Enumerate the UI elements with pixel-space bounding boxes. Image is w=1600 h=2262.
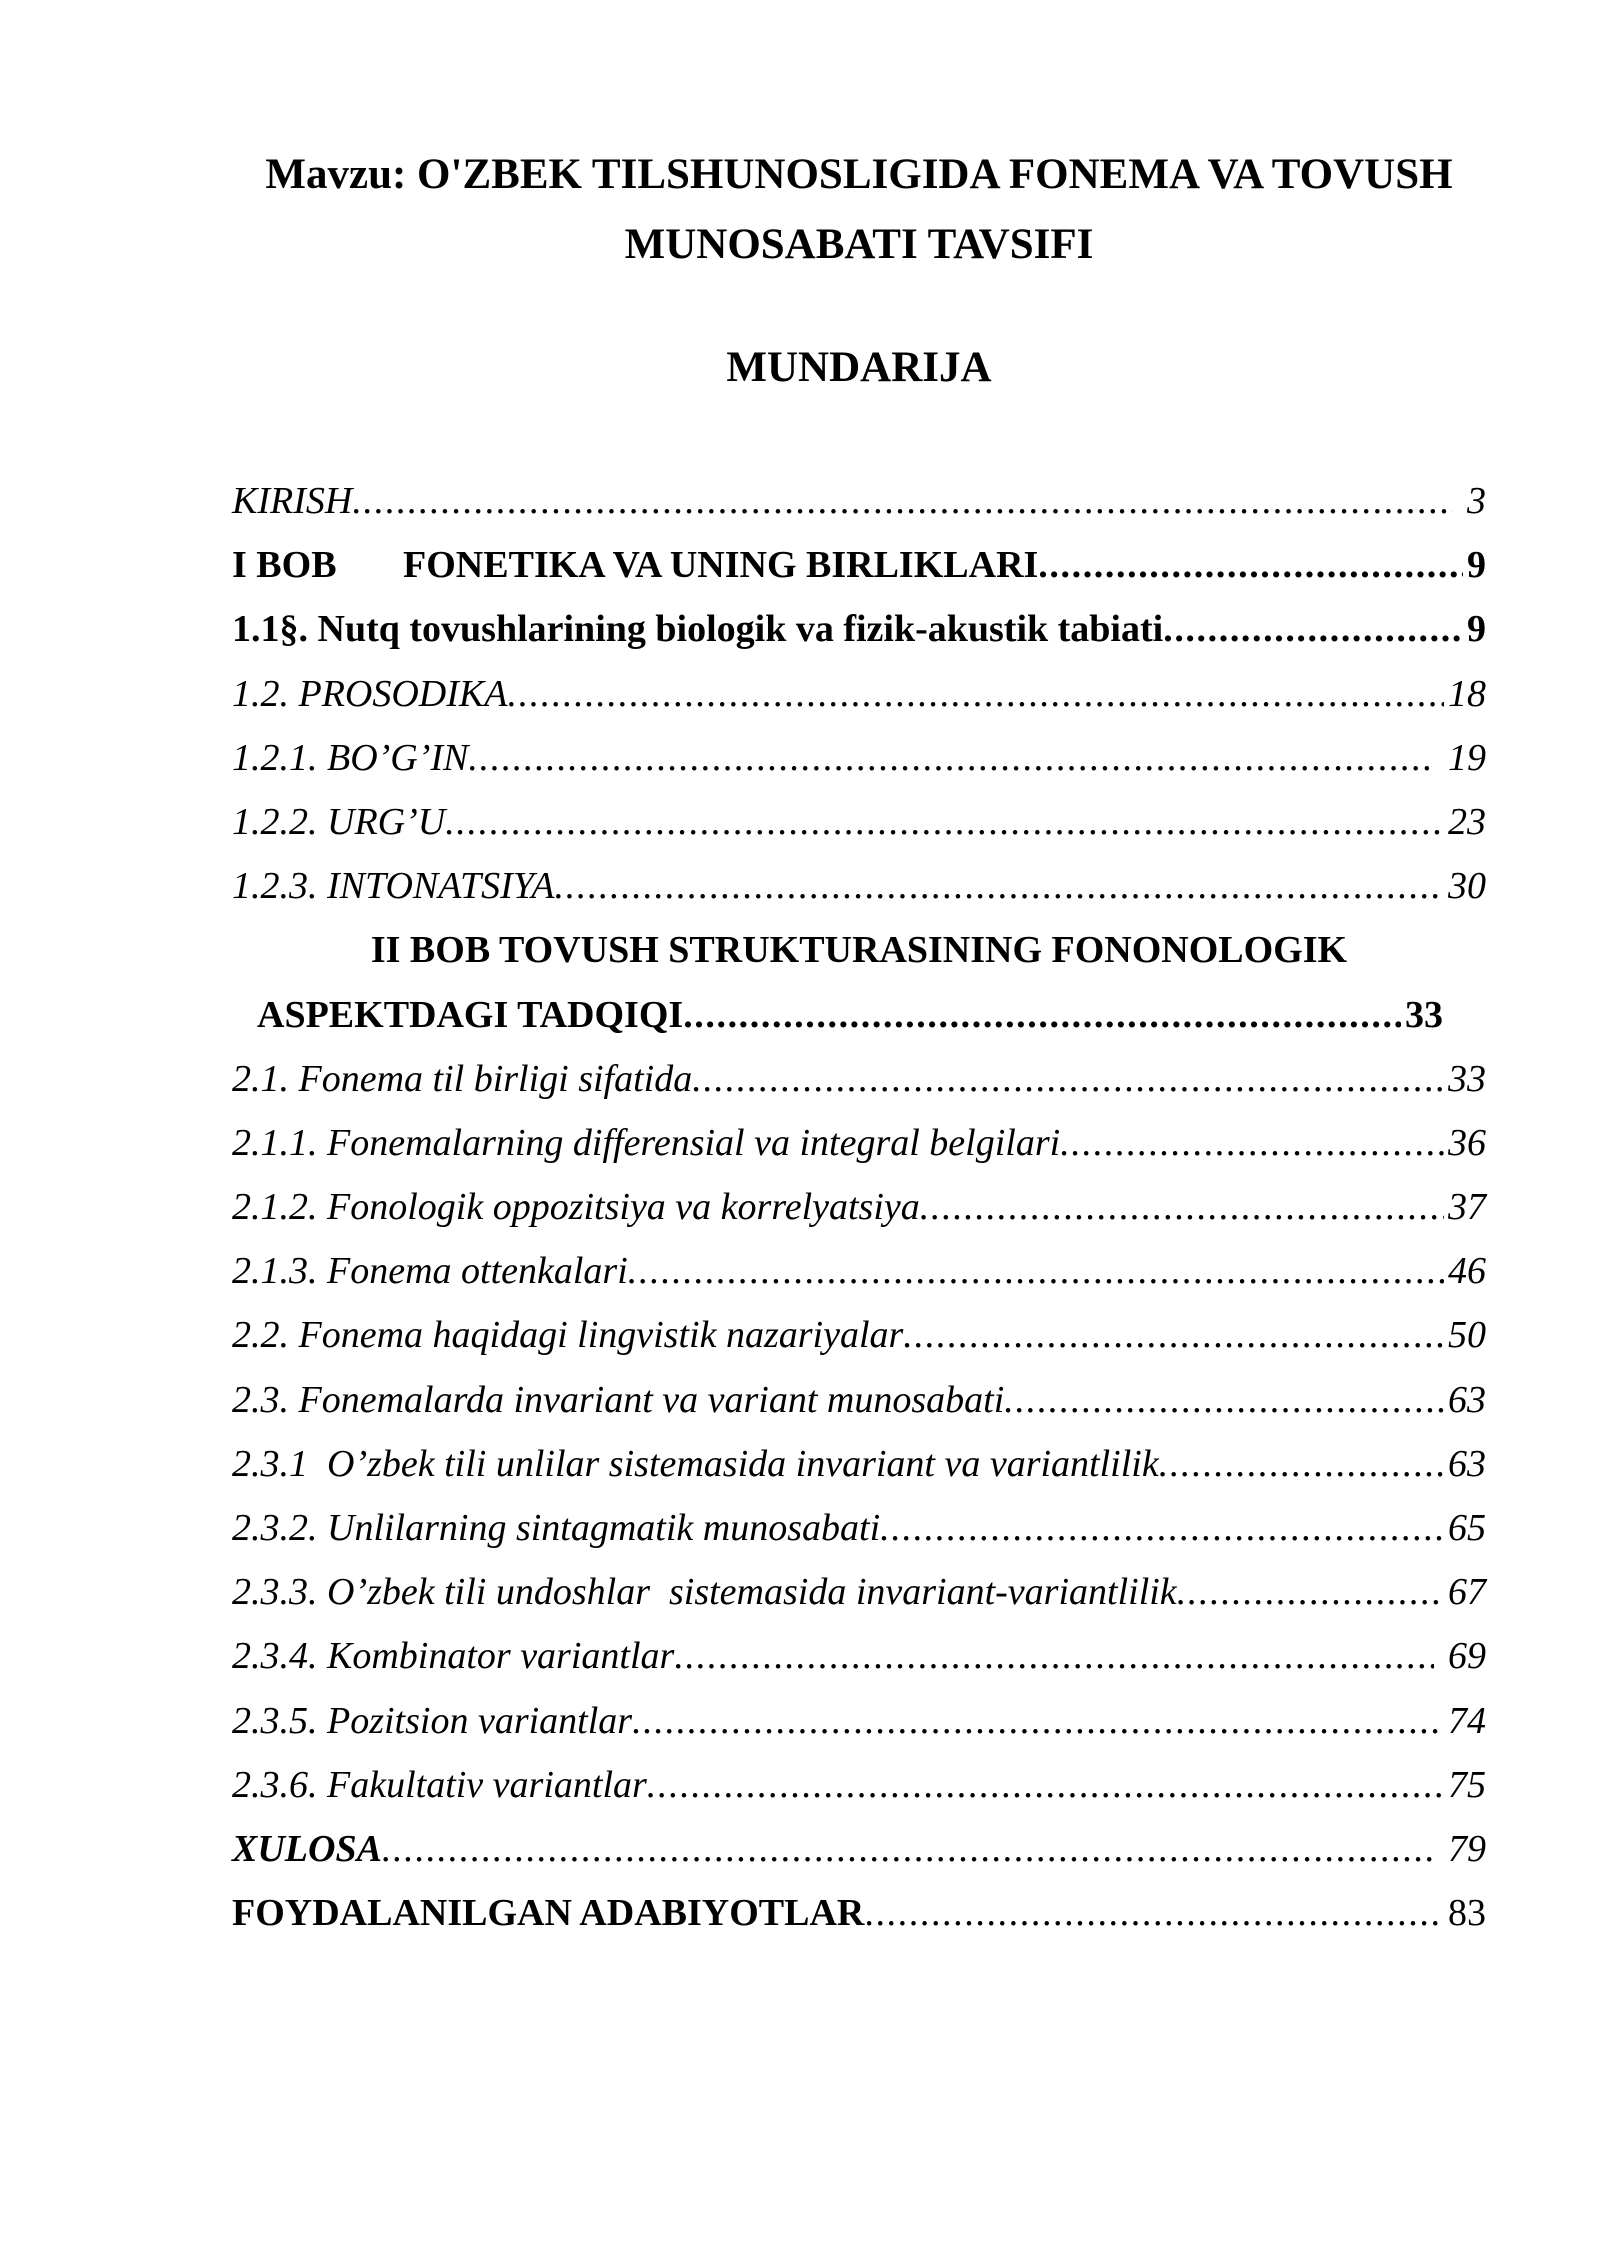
toc-entry-page: 74	[1448, 1699, 1486, 1742]
toc-entry-label: 1.2.2. URG’U	[232, 800, 446, 843]
toc-entry-label: I BOB FONETIKA VA UNING BIRLIKLARI	[232, 544, 1039, 587]
toc-entry-label: 2.3. Fonemalarda invariant va variant munosabati	[232, 1378, 1005, 1421]
toc-entry-page: 36	[1448, 1121, 1486, 1164]
toc-entry-page: 19	[1448, 736, 1486, 779]
toc-entry-label: 2.3.3. O’zbek tili undoshlar sistemasida invariant-variantlilik	[232, 1571, 1177, 1614]
dot-leader	[1177, 1560, 1444, 1624]
table-of-contents	[232, 469, 1486, 1945]
toc-entry-xulosa	[232, 1817, 1486, 1881]
toc-entry-1-2-1	[232, 726, 1486, 790]
dot-leader	[920, 1175, 1444, 1239]
toc-entry-page: 67	[1448, 1571, 1486, 1614]
toc-entry-label: 2.1.2. Fonologik oppozitsiya va korrelyatsiya	[232, 1186, 920, 1229]
toc-entry-adabiyotlar	[232, 1881, 1486, 1945]
toc-entry-label: ASPEKTDAGI TADQIQI	[257, 993, 684, 1036]
dot-leader	[1004, 1368, 1444, 1432]
toc-entry-2-1	[232, 1047, 1486, 1111]
toc-entry-label: 1.1§. Nutq tovushlarining biologik va fizik-akustik tabiati	[232, 608, 1164, 651]
toc-entry-label: KIRISH	[232, 480, 353, 522]
dot-leader	[468, 726, 1434, 790]
toc-entry-label: 2.3.4. Kombinator variantlar	[232, 1635, 675, 1678]
toc-entry-label: 1.2.3. INTONATSIYA	[232, 865, 555, 908]
toc-entry-1-2	[232, 662, 1486, 726]
toc-entry-page: 30	[1448, 865, 1486, 908]
toc-entry-page: 33	[1448, 1057, 1486, 1100]
toc-entry-label: 2.3.2. Unlilarning sintagmatik munosabati	[232, 1507, 881, 1549]
dot-leader	[1038, 533, 1463, 597]
toc-entry-page: 37	[1448, 1186, 1486, 1229]
toc-entry-2-1-2	[232, 1175, 1486, 1239]
toc-entry-chapter2	[232, 918, 1486, 1046]
toc-entry-label: 2.2. Fonema haqidagi lingvistik nazariyalar	[232, 1314, 904, 1357]
toc-entry-page: 23	[1448, 800, 1486, 843]
toc-entry-page: 9	[1467, 608, 1486, 651]
dot-leader	[880, 1496, 1444, 1560]
toc-entry-page: 63	[1448, 1378, 1486, 1421]
toc-entry-page: 83	[1448, 1892, 1486, 1935]
dot-leader	[445, 790, 1444, 854]
dot-leader	[1060, 1111, 1444, 1175]
dot-leader	[352, 469, 1453, 533]
toc-entry-chapter1	[232, 533, 1486, 597]
toc-entry-label: 2.3.5. Pozitsion variantlar	[232, 1699, 633, 1742]
document-title-line-2: MUNOSABATI TAVSIFI	[624, 221, 1094, 268]
toc-entry-label: FOYDALANILGAN ADABIYOTLAR	[232, 1892, 865, 1935]
dot-leader	[1159, 1432, 1444, 1496]
toc-entry-page: 18	[1448, 672, 1486, 715]
toc-entry-page: 75	[1448, 1763, 1486, 1806]
toc-entry-label: 2.1.1. Fonemalarning differensial va integral belgilari	[232, 1121, 1061, 1164]
toc-entry-kirish	[232, 469, 1486, 533]
toc-entry-2-1-1	[232, 1111, 1486, 1175]
toc-entry-page: 63	[1448, 1442, 1486, 1485]
toc-entry-2-3-1	[232, 1432, 1486, 1496]
dot-leader	[864, 1881, 1444, 1945]
toc-entry-page: 9	[1467, 544, 1486, 587]
toc-chapter2-line2	[257, 983, 1443, 1047]
toc-entry-2-2	[232, 1303, 1486, 1367]
toc-entry-page: 50	[1448, 1314, 1486, 1357]
toc-entry-page: 69	[1448, 1635, 1486, 1678]
dot-leader	[903, 1303, 1444, 1367]
toc-entry-label: 2.3.1 O’zbek tili unlilar sistemasida invariant va variantlilik	[232, 1442, 1159, 1485]
dot-leader	[507, 662, 1444, 726]
toc-entry-2-1-3	[232, 1239, 1486, 1303]
dot-leader	[628, 1239, 1444, 1303]
toc-entry-2-3	[232, 1368, 1486, 1432]
toc-entry-label: XULOSA	[232, 1827, 382, 1870]
dot-leader	[555, 854, 1444, 918]
toc-entry-page: 3	[1467, 480, 1486, 522]
toc-entry-page: 79	[1448, 1827, 1486, 1870]
dot-leader	[632, 1689, 1444, 1753]
dot-leader	[692, 1047, 1444, 1111]
document-title	[232, 140, 1486, 280]
toc-entry-page: 46	[1448, 1250, 1486, 1293]
toc-entry-2-3-5	[232, 1689, 1486, 1753]
toc-entry-1-1	[232, 597, 1486, 661]
dot-leader	[1163, 597, 1463, 661]
toc-entry-label: 2.1.3. Fonema ottenkalari	[232, 1250, 628, 1293]
toc-entry-2-3-6	[232, 1753, 1486, 1817]
dot-leader	[674, 1624, 1434, 1688]
toc-entry-label: 2.3.6. Fakultativ variantlar	[232, 1763, 647, 1806]
toc-entry-2-3-2	[232, 1496, 1486, 1560]
toc-entry-2-3-3	[232, 1560, 1486, 1624]
toc-entry-label: 2.1. Fonema til birligi sifatida	[232, 1057, 693, 1100]
dot-leader	[683, 983, 1401, 1047]
toc-entry-1-2-3	[232, 854, 1486, 918]
toc-entry-page: 33	[1405, 993, 1443, 1036]
toc-entry-label: 1.2. PROSODIKA	[232, 672, 508, 715]
toc-entry-page: 65	[1448, 1507, 1486, 1549]
toc-heading: MUNDARIJA	[726, 344, 992, 391]
dot-leader	[382, 1817, 1434, 1881]
toc-entry-1-2-2	[232, 790, 1486, 854]
toc-chapter2-line1: II BOB TOVUSH STRUKTURASINING FONONOLOGIK	[370, 929, 1348, 972]
toc-entry-label: 1.2.1. BO’G’IN	[232, 736, 469, 779]
toc-entry-2-3-4	[232, 1624, 1486, 1688]
document-title-line-1: Mavzu: O'ZBEK TILSHUNOSLIGIDA FONEMA VA TOVUSH	[265, 151, 1453, 198]
dot-leader	[647, 1753, 1444, 1817]
